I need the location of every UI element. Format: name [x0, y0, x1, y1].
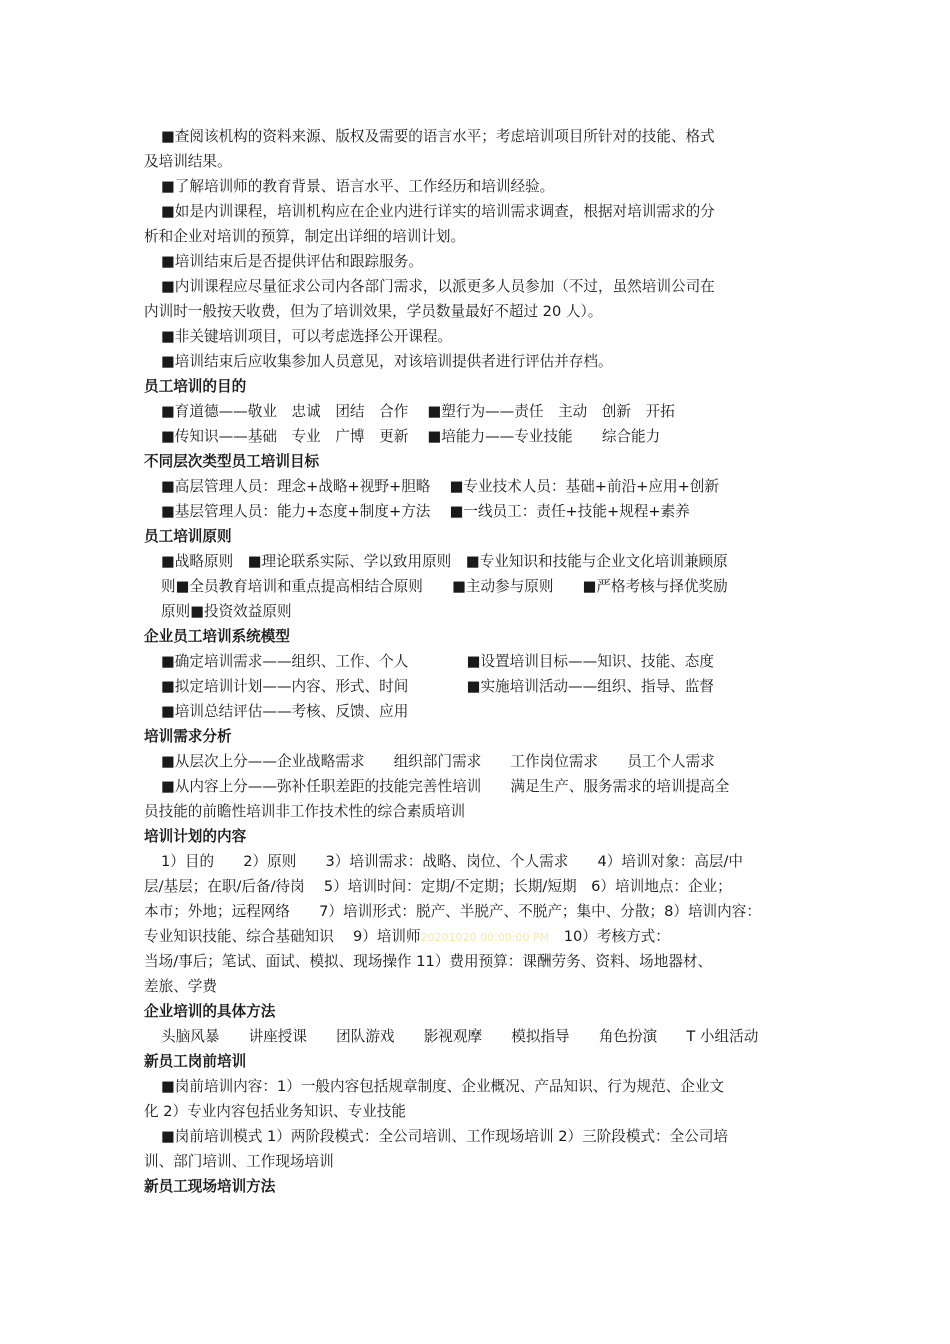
text-line: [144, 224, 465, 249]
text-line: [161, 849, 743, 874]
line-text: ■传知识——基础 专业 广博 更新 ■培能力——专业技能 综合能力: [161, 428, 661, 445]
line-text: ■岗前培训模式 1）两阶段模式：全公司培训、工作现场培训 2）三阶段模式：全公司培: [161, 1128, 729, 1145]
line-text: 培训需求分析: [144, 728, 232, 745]
text-line: [161, 699, 408, 724]
line-text: ■岗前培训内容：1）一般内容包括规章制度、企业概况、产品知识、行为规范、企业文: [161, 1078, 725, 1095]
section-heading: [144, 624, 290, 649]
line-text: 化 2）专业内容包括业务知识、专业技能: [144, 1103, 407, 1120]
line-text: 及培训结果。: [144, 153, 232, 170]
text-line: [161, 649, 714, 674]
line-text: 专业知识技能、综合基础知识 9）培训师: [144, 928, 421, 945]
line-text: ■基层管理人员：能力+态度+制度+方法 ■一线员工：责任+技能+规程+素养: [161, 503, 690, 520]
text-line: [161, 199, 715, 224]
line-text: 培训计划的内容: [144, 828, 247, 845]
line-text: ■从层次上分——企业战略需求 组织部门需求 工作岗位需求 员工个人需求: [161, 753, 715, 770]
line-text: ■培训结束后应收集参加人员意见，对该培训提供者进行评估并存档。: [161, 353, 613, 370]
line-text: 内训时一般按天收费，但为了培训效果，学员数量最好不超过 20 人）。: [144, 303, 603, 320]
line-text: ■如是内训课程，培训机构应在企业内进行详实的培训需求调查，根据对培训需求的分: [161, 203, 715, 220]
line-text: 员工培训原则: [144, 528, 232, 545]
text-line: [161, 1074, 724, 1099]
section-heading: [144, 524, 232, 549]
line-text: ■非关键培训项目，可以考虑选择公开课程。: [161, 328, 453, 345]
line-text: ■内训课程应尽量征求公司内各部门需求，以派更多人员参加（不过，虽然培训公司在: [161, 278, 715, 295]
text-line: [144, 799, 465, 824]
text-line: [161, 474, 719, 499]
line-text: 不同层次类型员工培训目标: [144, 453, 320, 470]
text-line: [144, 874, 732, 899]
line-text: 本市；外地；远程网络 7）培训形式：脱产、半脱产、不脱产；集中、分散；8）培训内容：: [144, 903, 761, 920]
line-text: ■高层管理人员：理念+战略+视野+胆略 ■专业技术人员：基础+前沿+应用+创新: [161, 478, 719, 495]
line-text: 企业员工培训系统模型: [144, 628, 290, 645]
line-text: 员技能的前瞻性培训非工作技术性的综合素质培训: [144, 803, 466, 820]
text-line: [161, 324, 452, 349]
line-text: ■培训总结评估——考核、反馈、应用: [161, 703, 409, 720]
text-line: [144, 974, 217, 999]
text-line: [161, 274, 715, 299]
line-text: 当场/事后；笔试、面试、模拟、现场操作 11）费用预算：课酬劳务、资料、场地器材、: [144, 953, 713, 970]
section-heading: [144, 1174, 275, 1199]
text-line: [161, 399, 675, 424]
line-text: 新员工岗前培训: [144, 1053, 247, 1070]
text-line: [161, 674, 714, 699]
text-line: [161, 174, 554, 199]
text-line: [161, 349, 613, 374]
section-heading: [144, 449, 319, 474]
text-line: [161, 749, 715, 774]
line-text: 差旅、学费: [144, 978, 217, 995]
text-line: [161, 774, 729, 799]
line-text: 员工培训的目的: [144, 378, 247, 395]
text-line: [144, 899, 761, 924]
line-text: ■战略原则 ■理论联系实际、学以致用原则 ■专业知识和技能与企业文化培训兼顾原: [161, 553, 728, 570]
text-line: [161, 549, 728, 574]
text-line: [161, 1024, 758, 1049]
text-line: [144, 1149, 334, 1174]
section-heading: [144, 724, 232, 749]
text-line: [161, 249, 423, 274]
text-line: [144, 949, 712, 974]
section-heading: [144, 824, 246, 849]
line-text: 训、部门培训、工作现场培训: [144, 1153, 334, 1170]
line-text: ■拟定培训计划——内容、形式、时间 ■实施培训活动——组织、指导、监督: [161, 678, 714, 695]
line-text: 层/基层；在职/后备/待岗 5）培训时间：定期/不定期；长期/短期 6）培训地点：企业；: [144, 878, 732, 895]
text-line: [161, 1124, 728, 1149]
text-line: [161, 599, 292, 624]
line-text: 则■全员教育培训和重点提高相结合原则 ■主动参与原则 ■严格考核与择优奖励: [161, 578, 728, 595]
text-line: [161, 574, 728, 599]
line-text: ■从内容上分——弥补任职差距的技能完善性培训 满足生产、服务需求的培训提高全: [161, 778, 730, 795]
line-text: ■了解培训师的教育背景、语言水平、工作经历和培训经验。: [161, 178, 555, 195]
text-line: [144, 1099, 406, 1124]
text-line: [144, 924, 670, 949]
text-line: [161, 499, 690, 524]
text-line: [144, 299, 602, 324]
text-line: [161, 424, 660, 449]
line-text: 新员工现场培训方法: [144, 1178, 276, 1195]
line-text: ■培训结束后是否提供评估和跟踪服务。: [161, 253, 423, 270]
line-text-tail: 10）考核方式：: [549, 928, 670, 945]
line-text: ■查阅该机构的资料来源、版权及需要的语言水平；考虑培训项目所针对的技能、格式: [161, 128, 715, 145]
line-text: 析和企业对培训的预算，制定出详细的培训计划。: [144, 228, 466, 245]
line-text: 企业培训的具体方法: [144, 1003, 276, 1020]
line-text: ■确定培训需求——组织、工作、个人 ■设置培训目标——知识、技能、态度: [161, 653, 714, 670]
text-line: [144, 149, 232, 174]
line-text: 原则■投资效益原则: [161, 603, 292, 620]
line-text: 1）目的 2）原则 3）培训需求：战略、岗位、个人需求 4）培训对象：高层/中: [161, 853, 744, 870]
section-heading: [144, 1049, 246, 1074]
watermark-text: 20201020 00:00:00 PM: [420, 931, 550, 944]
line-text: 头脑风暴 讲座授课 团队游戏 影视观摩 模拟指导 角色扮演 T 小组活动: [161, 1028, 759, 1045]
text-line: [161, 124, 715, 149]
section-heading: [144, 999, 275, 1024]
section-heading: [144, 374, 246, 399]
line-text: ■育道德——敬业 忠诚 团结 合作 ■塑行为——责任 主动 创新 开拓: [161, 403, 675, 420]
